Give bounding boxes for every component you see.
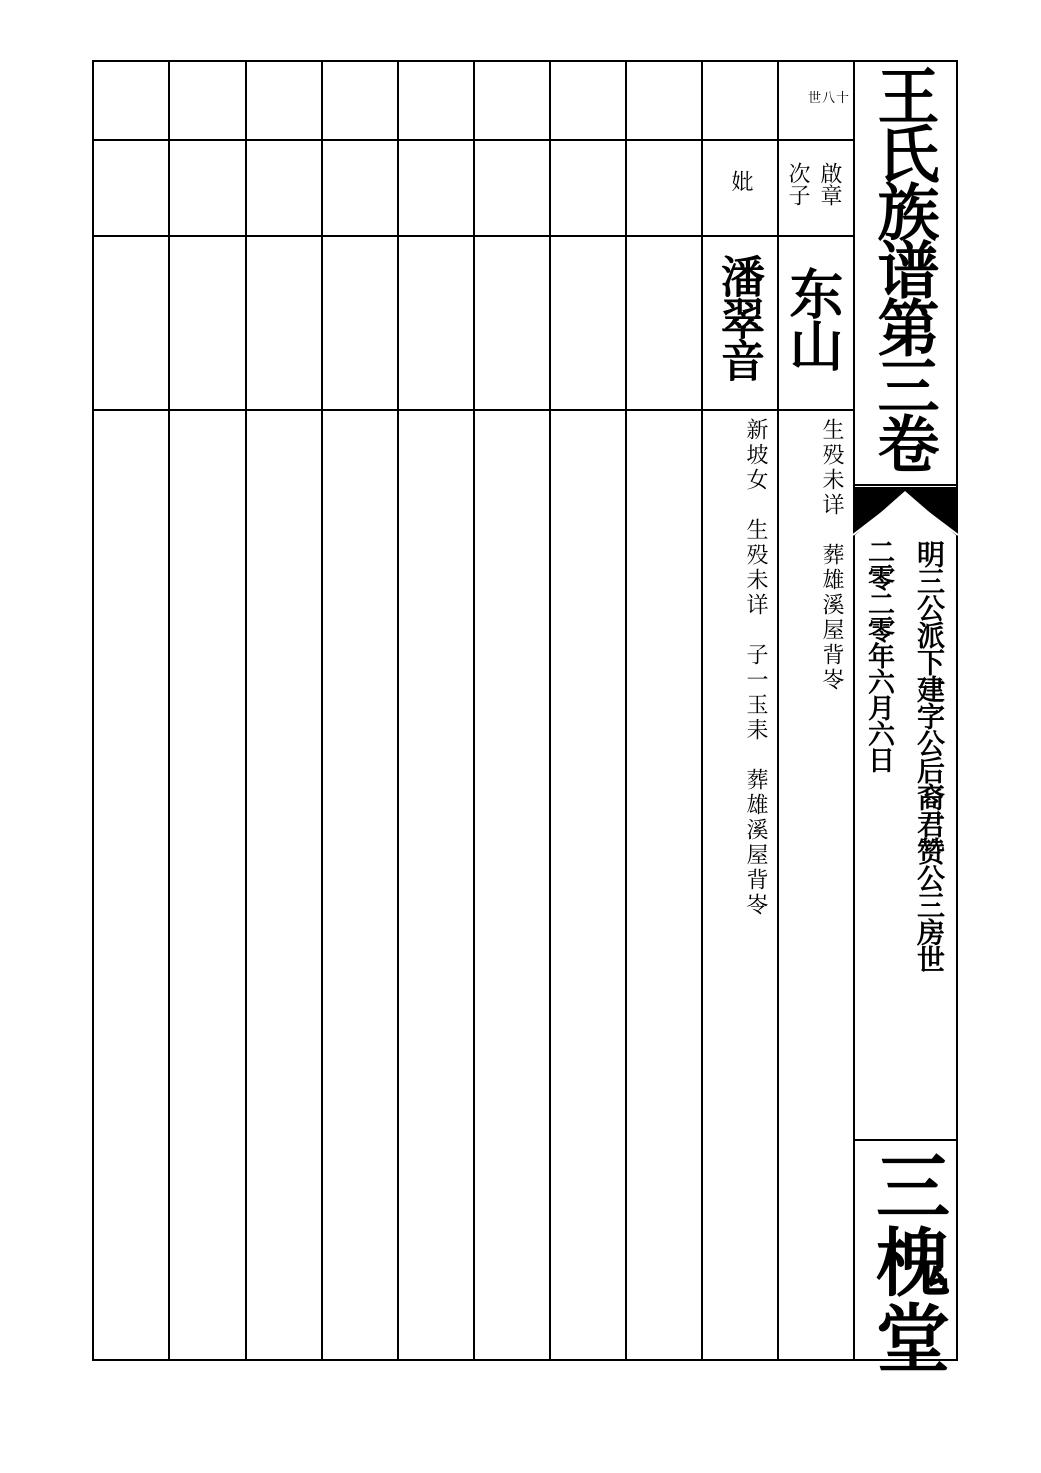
relation-label: 次子: [785, 162, 810, 206]
column-divider: [549, 60, 551, 1361]
column-divider: [321, 60, 323, 1361]
title-divider: [853, 484, 958, 486]
column-divider: [777, 60, 779, 1361]
spouse-label: 妣: [728, 170, 753, 192]
frame-right: [956, 60, 958, 1361]
hall-divider: [853, 1139, 958, 1141]
fishtail-ornament: [853, 487, 958, 537]
column-divider: [245, 60, 247, 1361]
person-name: 东山: [781, 266, 845, 370]
spouse-name: 潘翠音: [713, 254, 764, 380]
book-title: 王氏族谱第三卷: [867, 64, 940, 470]
column-divider: [625, 60, 627, 1361]
hall-name: 三槐堂: [864, 1148, 950, 1376]
column-divider: [397, 60, 399, 1361]
spouse-details: 新坡女 生殁未详 子一玉耒 葬雄溪屋背岺: [743, 418, 768, 918]
lineage-text: 明三公派下建字公后裔君赞公三房世: [913, 540, 946, 972]
frame-bottom: [92, 1359, 958, 1361]
column-divider: [701, 60, 703, 1361]
row-divider: [92, 139, 855, 141]
frame-top: [92, 60, 958, 62]
father-name: 啟章: [817, 162, 842, 206]
column-divider: [168, 60, 170, 1361]
column-divider: [853, 60, 855, 1361]
row-divider: [92, 235, 855, 237]
column-divider: [473, 60, 475, 1361]
row-divider: [92, 409, 855, 411]
compile-date: 二零二零年六月六日: [863, 538, 894, 772]
frame-left: [92, 60, 94, 1361]
person-details: 生殁未详 葬雄溪屋背岺: [819, 418, 844, 693]
generation-label: 世八十: [808, 91, 851, 106]
